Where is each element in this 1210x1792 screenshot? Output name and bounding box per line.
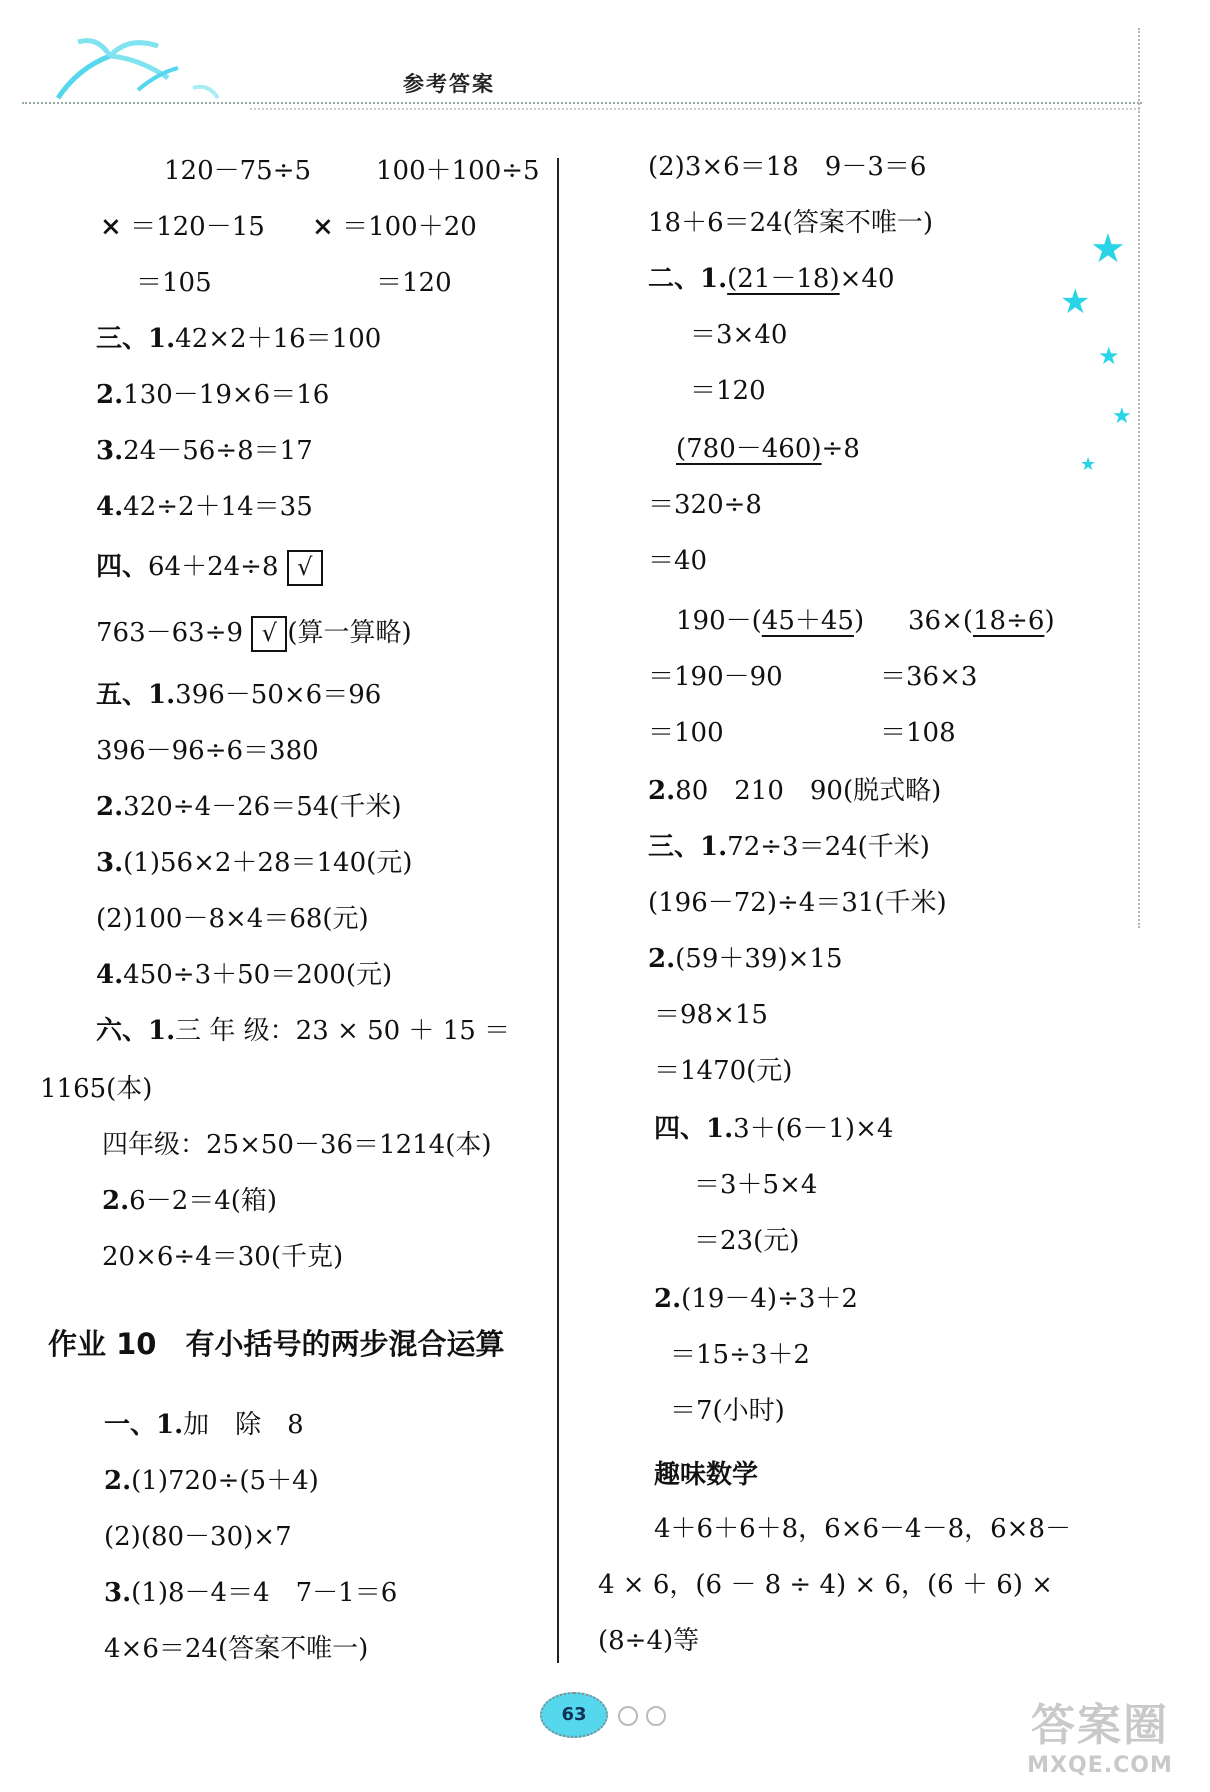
answer-line: 五、1.396－50×6＝96 [96, 680, 382, 710]
answer-line: (2)100－8×4＝68(元) [96, 904, 369, 934]
answer-line: ＝23(元) [694, 1226, 800, 1256]
answer-line: 20×6÷4＝30(千克) [102, 1242, 344, 1272]
answer-line: 18＋6＝24(答案不唯一) [648, 208, 933, 238]
answer-line: 2.130－19×6＝16 [96, 380, 330, 410]
answer-line: (2)3×6＝18 9－3＝6 [648, 152, 927, 182]
answer-line: 3.(1)56×2＋28＝140(元) [96, 848, 413, 878]
answer-line: 四年级：25×50－36＝1214(本) [102, 1130, 492, 1160]
page-header-title: 参考答案 [403, 72, 495, 96]
circle-decoration [646, 1706, 666, 1726]
answer-line: 3.(1)8－4＝4 7－1＝6 [104, 1578, 398, 1608]
answer-line: 三、1.72÷3＝24(千米) [648, 832, 930, 862]
page-header [0, 0, 1210, 130]
star-icon: ★ [1098, 342, 1120, 370]
answer-line: × ＝100＋20 [312, 212, 477, 242]
header-rule [22, 102, 1142, 104]
answer-line: ＝3＋5×4 [694, 1170, 818, 1200]
answer-line: 36×(18÷6) [908, 606, 1055, 636]
answer-line: 2.(19－4)÷3＋2 [654, 1284, 858, 1314]
answer-line: 763－63÷9 √ (算一算略) [96, 616, 412, 652]
answer-line: ＝3×40 [690, 320, 788, 350]
answer-line: 2.(59＋39)×15 [648, 944, 843, 974]
answer-line: (8÷4)等 [598, 1626, 700, 1656]
margin-rule [1138, 28, 1140, 928]
answer-line: ＝1470(元) [654, 1056, 793, 1086]
star-icon: ★ [1060, 282, 1091, 322]
answer-line: ＝36×3 [880, 662, 978, 692]
answer-line: 2.320÷4－26＝54(千米) [96, 792, 402, 822]
answer-line: 四、64＋24÷8 √ [96, 550, 323, 586]
answer-line: 4 × 6，(6 － 8 ÷ 4) × 6，(6 ＋ 6) × [598, 1570, 1053, 1600]
answer-line: × ＝120－15 [100, 212, 265, 242]
answer-line: 100＋100÷5 [376, 156, 540, 186]
fun-math-heading: 趣味数学 [654, 1460, 759, 1490]
answer-line: 一、1.加 除 8 [104, 1410, 304, 1440]
star-icon: ★ [1090, 226, 1126, 272]
answer-line: 3.24－56÷8＝17 [96, 436, 313, 466]
answer-line: ＝108 [880, 718, 956, 748]
answer-line: ＝120 [690, 376, 766, 406]
answer-line: 4.42÷2＋14＝35 [96, 492, 313, 522]
answer-line: ＝105 [136, 268, 212, 298]
answer-line: 2.(1)720÷(5＋4) [104, 1466, 319, 1496]
answer-line: 四、1.3＋(6－1)×4 [654, 1114, 894, 1144]
answer-line: ＝100 [648, 718, 724, 748]
star-icon: ★ [1112, 404, 1132, 429]
answer-line: ＝98×15 [654, 1000, 768, 1030]
column-divider [557, 158, 559, 1663]
star-icon: ★ [1080, 454, 1097, 475]
answer-line: ＝320÷8 [648, 490, 762, 520]
answer-line: 396－96÷6＝380 [96, 736, 319, 766]
answer-line: 4＋6＋6＋8，6×6－4－8，6×8－ [654, 1514, 1071, 1544]
check-box: √ [251, 616, 287, 652]
watermark-logo: 答案圈 MXQE.COM [1027, 1700, 1173, 1778]
answer-line: 4×6＝24(答案不唯一) [104, 1634, 369, 1664]
answer-line: 2.80 210 90(脱式略) [648, 776, 942, 806]
answer-line: 190－(45＋45) [676, 606, 865, 636]
answer-line: 120－75÷5 [164, 156, 312, 186]
palm-tree-icon [18, 28, 238, 108]
check-box: √ [287, 550, 323, 586]
answer-line: 二、1.(21－18)×40 [648, 264, 895, 294]
header-rule-secondary [250, 108, 1140, 110]
answer-line: (2)(80－30)×7 [104, 1522, 292, 1552]
page-number: 63 [540, 1692, 608, 1738]
answer-line: ＝40 [648, 546, 708, 576]
answer-line: ＝120 [376, 268, 452, 298]
answer-line: (196－72)÷4＝31(千米) [648, 888, 947, 918]
circle-decoration [618, 1706, 638, 1726]
answer-line: ＝190－90 [648, 662, 783, 692]
answer-line: ＝15÷3＋2 [670, 1340, 810, 1370]
answer-line: 三、1.42×2＋16＝100 [96, 324, 382, 354]
cross-mark: × [100, 212, 122, 242]
answer-line: 4.450÷3＋50＝200(元) [96, 960, 393, 990]
answer-line: ＝7(小时) [670, 1396, 785, 1426]
cross-mark: × [312, 212, 334, 242]
answer-line: 2.6－2＝4(箱) [102, 1186, 278, 1216]
answer-line: 1165(本) [40, 1074, 153, 1104]
section-heading: 作业 10 有小括号的两步混合运算 [48, 1327, 505, 1361]
answer-line: 六、1.三 年 级：23 × 50 ＋ 15 ＝ [96, 1016, 511, 1046]
answer-line: (780－460)÷8 [676, 434, 860, 464]
